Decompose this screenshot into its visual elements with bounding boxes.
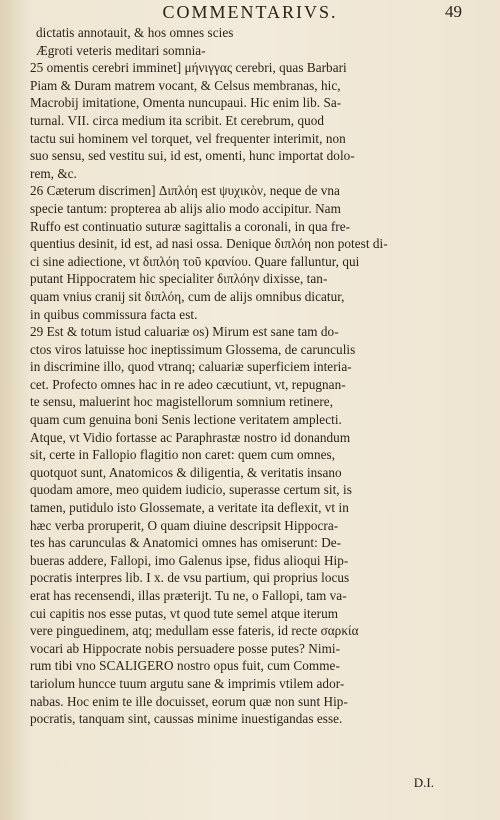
text-line: Ægroti veteris meditari somnia- [36, 42, 206, 58]
text-line: bueras addere, Fallopi, imo Galenus ipse, fidus alioqui Hip- [30, 552, 349, 568]
text-line: quam vnius cranij sit διπλόη, cum de alijs omnibus dicatur, [30, 288, 345, 304]
text-line: te sensu, maluerint hoc magistellorum somnium retinere, [30, 394, 334, 410]
text-line: hæc verba proruperit, O quam diuine descripsit Hippocra- [30, 517, 339, 533]
text-line: in quibus commissura facta est. [30, 306, 198, 322]
text-line: turnal. VII. circa medium ita scribit. Et cerebrum, quod [30, 112, 325, 128]
text-line: 29 Est & totum istud caluariæ os) Mirum est sane tam do- [30, 324, 339, 340]
text-line: vocari ab Hippocrate nobis persuadere posse putes? Nimi- [30, 640, 341, 656]
text-line: erat has recensendi, illas præterijt. Tu ne, o Fallopi, tam va- [30, 588, 347, 603]
page-number: 49 [445, 2, 462, 21]
running-head: COMMENTARIVS. [162, 2, 338, 22]
text-line: Piam & Duram matrem vocant, & Celsus membranas, hic, [30, 77, 341, 93]
text-line: cui capitis nos esse putas, vt quod tute semel atque iterum [30, 605, 339, 621]
text-line: rem, &c. [30, 165, 77, 181]
text-line: sit, certe in Fallopio flagitio non caret: quem cum omnes, [30, 447, 336, 463]
text-line: ctos viros latuisse hoc ineptissimum Glossema, de carunculis [30, 341, 356, 357]
text-line: quentius desinit, id est, ad nasi ossa. Denique διπλόη non potest di- [30, 236, 388, 252]
commentary-text [30, 24, 430, 728]
text-line: rum tibi vno SCALIGERO nostro opus fuit, cum Comme- [30, 658, 340, 674]
text-line: vere pinguedinem, atq; medullam esse fateris, id recte σαρκία [30, 623, 359, 639]
text-line: suo sensu, sed vestitu sui, id est, omenti, hunc importat dolo- [30, 148, 355, 164]
text-line: 26 Cæterum discrimen] Διπλόη est ψυχικὸν, neque de vna [30, 183, 340, 199]
text-line: nabas. Hoc enim te ille docuisset, eorum quæ non sunt Hip- [30, 693, 348, 709]
text-line: quodam amore, meo quidem iudicio, superasse certum sit, is [30, 482, 352, 498]
text-line: pocratis, tanquam sint, caussas minime inuestigandas esse. [30, 711, 343, 727]
text-line: ci sine adiectione, vt διπλόη τοῦ κρανίου. Quare falluntur, qui [30, 253, 360, 269]
text-line: cet. Profecto omnes hac in re adeo cæcutiunt, vt, repugnan- [30, 376, 346, 392]
text-line: in discrimine illo, quod vtranq; caluariæ superficiem interia- [30, 359, 352, 375]
text-line: Atque, vt Vidio fortasse ac Paraphrastæ nostro id donandum [30, 429, 351, 445]
text-line: quotquot sunt, Anatomicos & diligentia, & veritatis insano [30, 464, 342, 480]
text-line: Ruffo est continuatio suturæ sagittalis a coronali, in qua fre- [30, 218, 351, 234]
text-line: pocratis interpres lib. I x. de vsu partium, qui proprius locus [30, 570, 350, 586]
text-line: dictatis annotauit, & hos omnes scies [36, 25, 234, 40]
text-line: quam cum genuina boni Senis lectione veritatem amplecti. [30, 412, 342, 428]
text-line: Macrobij imitatione, Omenta nuncupaui. Hic enim lib. Sa- [30, 95, 342, 111]
text-line: specie tantum: propterea ab alijs alio modo accipitur. Nam [30, 200, 341, 216]
text-line: tariolum huncce tuum argutu sane & imprimis vtilem ador- [30, 675, 345, 691]
catchword: D.I. [413, 775, 434, 790]
text-line: tes has carunculas & Anatomici omnes has omiserunt: De- [30, 535, 342, 551]
text-line: putant Hippocratem hic specialiter διπλόην dixisse, tan- [30, 271, 328, 287]
text-line: tamen, putidulo isto Glossemate, a veritate ita deflexit, vt in [30, 500, 349, 516]
text-line: tactu sui hominem vel torquet, vel frequenter interimit, non [30, 130, 346, 146]
text-line: 25 omentis cerebri imminet] μήνιγγας cerebri, quas Barbari [30, 60, 347, 76]
